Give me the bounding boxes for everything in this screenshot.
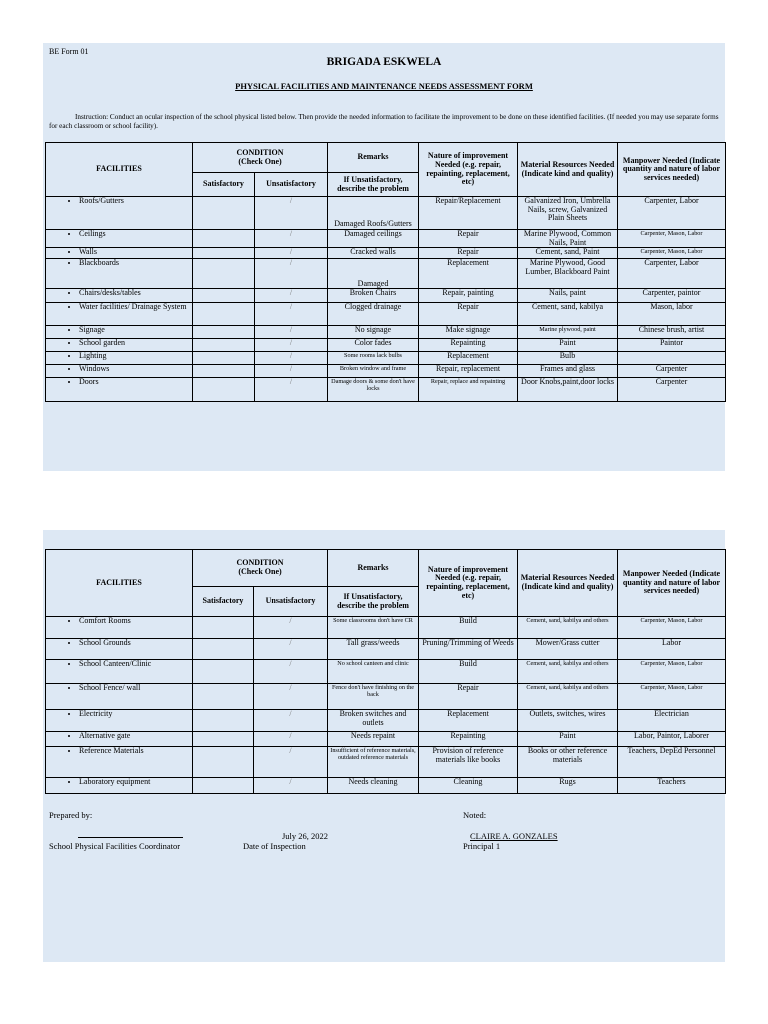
remarks-cell: Broken window and frame xyxy=(328,365,419,378)
facility-cell xyxy=(46,339,193,352)
facility-name: • School Fence/ wall xyxy=(79,684,190,693)
facility-cell xyxy=(46,660,193,684)
satisfactory-cell xyxy=(193,230,255,248)
manpower-cell: Teachers, DepEd Personnel xyxy=(618,747,726,778)
nature-cell: Repair xyxy=(419,230,518,248)
nature-cell: Repainting xyxy=(419,339,518,352)
unsatisfactory-cell: / xyxy=(255,365,328,378)
remarks-cell: Needs repaint xyxy=(328,732,419,747)
nature-cell: Repair xyxy=(419,248,518,259)
header-remarks-sub: If Unsatisfactory, describe the problem xyxy=(328,173,419,197)
manpower-cell: Carpenter, Mason, Labor xyxy=(618,617,726,639)
facility-name: • Doors xyxy=(79,378,190,387)
table-1-body xyxy=(46,197,726,402)
header-satisfactory: Satisfactory xyxy=(193,173,255,197)
manpower-cell: Teachers xyxy=(618,778,726,794)
noted-label: Noted: xyxy=(463,810,487,820)
facility-name: • Electricity xyxy=(79,710,190,719)
remarks-cell: Clogged drainage xyxy=(328,303,419,326)
facility-name: • School Grounds xyxy=(79,639,190,648)
material-cell: Cement, sand, kabilya and others xyxy=(518,617,618,639)
satisfactory-cell xyxy=(193,732,254,747)
manpower-cell: Carpenter, Mason, Labor xyxy=(618,684,726,710)
facility-cell xyxy=(46,617,193,639)
header-remarks: Remarks xyxy=(328,143,419,173)
nature-cell: Pruning/Trimming of Weeds xyxy=(419,639,518,660)
table-row xyxy=(46,352,726,365)
facility-cell xyxy=(46,230,193,248)
satisfactory-cell xyxy=(193,378,255,402)
material-cell: Cement, sand, Paint xyxy=(518,248,618,259)
manpower-cell: Mason, labor xyxy=(618,303,726,326)
nature-cell: Replacement xyxy=(419,710,518,732)
header-facilities: FACILITIES xyxy=(46,550,193,617)
material-cell: Cement, sand, kabilya xyxy=(518,303,618,326)
table-row xyxy=(46,289,726,303)
satisfactory-cell xyxy=(193,326,255,339)
nature-cell: Repair, replacement xyxy=(419,365,518,378)
manpower-cell: Chinese brush, artist xyxy=(618,326,726,339)
table-row xyxy=(46,660,726,684)
table-row xyxy=(46,339,726,352)
unsatisfactory-cell: / xyxy=(254,639,328,660)
unsatisfactory-cell: / xyxy=(255,248,328,259)
satisfactory-cell xyxy=(193,617,254,639)
remarks-cell: No signage xyxy=(328,326,419,339)
remarks-cell: No school canteen and clinic xyxy=(328,660,419,684)
unsatisfactory-cell: / xyxy=(254,732,328,747)
satisfactory-cell xyxy=(193,248,255,259)
facility-name: • Reference Materials xyxy=(79,747,190,756)
header-unsatisfactory: Unsatisfactory xyxy=(254,587,328,617)
facility-name: • Blackboards xyxy=(79,259,190,268)
table-row xyxy=(46,248,726,259)
unsatisfactory-cell: / xyxy=(254,778,328,794)
unsatisfactory-cell: / xyxy=(254,684,328,710)
manpower-cell: Electrician xyxy=(618,710,726,732)
unsatisfactory-cell: / xyxy=(255,339,328,352)
header-manpower: Manpower Needed (Indicate quantity and nature of labor services needed) xyxy=(618,550,726,617)
prepared-by-label: Prepared by: xyxy=(49,810,93,820)
facilities-table-2 xyxy=(45,549,726,794)
remarks-cell: Cracked walls xyxy=(328,248,419,259)
manpower-cell: Carpenter, Labor xyxy=(618,259,726,289)
facility-cell xyxy=(46,639,193,660)
material-cell: Galvanized Iron, Umbrella Nails, screw, Galvanized Plain Sheets xyxy=(518,197,618,230)
header-material: Material Resources Needed (Indicate kind and quality) xyxy=(518,143,618,197)
table-row xyxy=(46,259,726,289)
nature-cell: Repair xyxy=(419,303,518,326)
table-2-body xyxy=(46,617,726,794)
material-cell: Frames and glass xyxy=(518,365,618,378)
form-page-1 xyxy=(43,43,725,471)
facility-cell xyxy=(46,289,193,303)
satisfactory-cell xyxy=(193,259,255,289)
facility-name: • Walls xyxy=(79,248,190,257)
unsatisfactory-cell: / xyxy=(255,303,328,326)
remarks-cell: Broken switches and outlets xyxy=(328,710,419,732)
manpower-cell: Carpenter, Mason, Labor xyxy=(618,230,726,248)
principal-name: CLAIRE A. GONZALES xyxy=(470,831,558,841)
satisfactory-cell xyxy=(193,778,254,794)
manpower-cell: Labor xyxy=(618,639,726,660)
remarks-cell: Needs cleaning xyxy=(328,778,419,794)
unsatisfactory-cell: / xyxy=(255,197,328,230)
satisfactory-cell xyxy=(193,747,254,778)
facilities-table-1 xyxy=(45,142,726,402)
satisfactory-cell xyxy=(193,684,254,710)
remarks-cell: Insufficient of reference materials, outdated reference materials xyxy=(328,747,419,778)
manpower-cell: Carpenter xyxy=(618,378,726,402)
header-remarks-sub: If Unsatisfactory, describe the problem xyxy=(328,587,419,617)
material-cell: Paint xyxy=(518,732,618,747)
table-row xyxy=(46,732,726,747)
satisfactory-cell xyxy=(193,197,255,230)
satisfactory-cell xyxy=(193,303,255,326)
material-cell: Door Knobs,paint,door locks xyxy=(518,378,618,402)
manpower-cell: Carpenter, Mason, Labor xyxy=(618,248,726,259)
unsatisfactory-cell: / xyxy=(254,660,328,684)
material-cell: Rugs xyxy=(518,778,618,794)
facility-cell xyxy=(46,326,193,339)
facility-name: • Windows xyxy=(79,365,190,374)
table-row xyxy=(46,778,726,794)
facility-cell xyxy=(46,778,193,794)
facility-cell xyxy=(46,684,193,710)
table-row xyxy=(46,365,726,378)
nature-cell: Replacement xyxy=(419,352,518,365)
form-title: BRIGADA ESKWELA xyxy=(326,56,442,68)
nature-cell: Replacement xyxy=(419,259,518,289)
facility-cell xyxy=(46,710,193,732)
satisfactory-cell xyxy=(193,639,254,660)
header-unsatisfactory: Unsatisfactory xyxy=(255,173,328,197)
table-row xyxy=(46,710,726,732)
table-row xyxy=(46,303,726,326)
remarks-cell: Broken Chairs xyxy=(328,289,419,303)
facility-name: • Lighting xyxy=(79,352,190,361)
manpower-cell: Carpenter, Mason, Labor xyxy=(618,660,726,684)
unsatisfactory-cell: / xyxy=(254,710,328,732)
manpower-cell xyxy=(618,352,726,365)
facility-name: • Ceilings xyxy=(79,230,190,239)
unsatisfactory-cell: / xyxy=(255,289,328,303)
nature-cell: Build xyxy=(419,660,518,684)
material-cell: Cement, sand, kabilya and others xyxy=(518,684,618,710)
satisfactory-cell xyxy=(193,352,255,365)
facility-name: • Laboratory equipment xyxy=(79,778,190,787)
nature-cell: Repair/Replacement xyxy=(419,197,518,230)
facility-name: • Water facilities/ Drainage System xyxy=(79,303,190,312)
remarks-cell: Some classrooms don't have CR xyxy=(328,617,419,639)
header-material: Material Resources Needed (Indicate kind and quality) xyxy=(518,550,618,617)
facility-cell xyxy=(46,352,193,365)
remarks-cell: Fence don't have finishing on the back xyxy=(328,684,419,710)
satisfactory-cell xyxy=(193,710,254,732)
header-nature: Nature of improvement Needed (e.g. repair, repainting, replacement, etc) xyxy=(419,143,518,197)
material-cell: Cement, sand, kabilya and others xyxy=(518,660,618,684)
facility-cell xyxy=(46,303,193,326)
table-row xyxy=(46,197,726,230)
remarks-cell: Damaged xyxy=(328,259,419,289)
remarks-cell: Tall grass/weeds xyxy=(328,639,419,660)
unsatisfactory-cell: / xyxy=(255,259,328,289)
table-row xyxy=(46,684,726,710)
facility-name: • Comfort Rooms xyxy=(79,617,190,626)
instruction-text: Instruction: Conduct an ocular inspection of the school physical listed below. Then provide the needed information to facilitate the improvement to be done on these identified facilities. (If needed you may use separate forms for each classroom or school facility). xyxy=(49,113,719,130)
facility-name: • School Canteen/Clinic xyxy=(79,660,190,669)
facility-cell xyxy=(46,197,193,230)
nature-cell: Repainting xyxy=(419,732,518,747)
coordinator-title: School Physical Facilities Coordinator xyxy=(49,841,181,851)
header-manpower: Manpower Needed (Indicate quantity and nature of labor services needed) xyxy=(618,143,726,197)
nature-cell: Repair, replace and repainting xyxy=(419,378,518,402)
remarks-cell: Some rooms lack bulbs xyxy=(328,352,419,365)
unsatisfactory-cell: / xyxy=(254,617,328,639)
table-row xyxy=(46,326,726,339)
header-condition: CONDITION (Check One) xyxy=(193,143,328,173)
manpower-cell: Carpenter xyxy=(618,365,726,378)
header-condition: CONDITION (Check One) xyxy=(193,550,328,587)
material-cell: Bulb xyxy=(518,352,618,365)
manpower-cell: Carpenter, paintor xyxy=(618,289,726,303)
manpower-cell: Labor, Paintor, Laborer xyxy=(618,732,726,747)
facility-name: • Alternative gate xyxy=(79,732,190,741)
remarks-cell: Damaged ceilings xyxy=(328,230,419,248)
nature-cell: Make signage xyxy=(419,326,518,339)
nature-cell: Build xyxy=(419,617,518,639)
table-row xyxy=(46,617,726,639)
remarks-cell: Damage doors & some don't have locks xyxy=(328,378,419,402)
form-number: BE Form 01 xyxy=(49,47,89,56)
facility-name: • Chairs/desks/tables xyxy=(79,289,190,298)
principal-title: Principal 1 xyxy=(463,841,501,851)
nature-cell: Repair, painting xyxy=(419,289,518,303)
nature-cell: Cleaning xyxy=(419,778,518,794)
unsatisfactory-cell: / xyxy=(254,747,328,778)
header-remarks: Remarks xyxy=(328,550,419,587)
unsatisfactory-cell: / xyxy=(255,378,328,402)
material-cell: Paint xyxy=(518,339,618,352)
material-cell: Marine Plywood, Good Lumber, Blackboard Paint xyxy=(518,259,618,289)
satisfactory-cell xyxy=(193,660,254,684)
material-cell: Outlets, switches, wires xyxy=(518,710,618,732)
remarks-cell: Damaged Roofs/Gutters xyxy=(328,197,419,230)
header-nature: Nature of improvement Needed (e.g. repair, repainting, replacement, etc) xyxy=(419,550,518,617)
table-row xyxy=(46,378,726,402)
material-cell: Marine plywood, paint xyxy=(518,326,618,339)
form-page-2 xyxy=(43,530,725,962)
form-subtitle: PHYSICAL FACILITIES AND MAINTENANCE NEEDS ASSESSMENT FORM xyxy=(235,81,533,91)
facility-cell xyxy=(46,747,193,778)
satisfactory-cell xyxy=(193,289,255,303)
signature-line xyxy=(78,829,183,840)
material-cell: Marine Plywood, Common Nails, Paint xyxy=(518,230,618,248)
remarks-cell: Color fades xyxy=(328,339,419,352)
unsatisfactory-cell: / xyxy=(255,352,328,365)
nature-cell: Repair xyxy=(419,684,518,710)
manpower-cell: Paintor xyxy=(618,339,726,352)
facility-cell xyxy=(46,365,193,378)
header-satisfactory: Satisfactory xyxy=(193,587,254,617)
facility-cell xyxy=(46,732,193,747)
nature-cell: Provision of reference materials like books xyxy=(419,747,518,778)
facility-name: • School garden xyxy=(79,339,190,348)
satisfactory-cell xyxy=(193,365,255,378)
facility-cell xyxy=(46,248,193,259)
facility-cell xyxy=(46,259,193,289)
inspection-date: July 26, 2022 xyxy=(282,831,329,841)
table-row xyxy=(46,747,726,778)
date-label: Date of Inspection xyxy=(243,841,306,851)
unsatisfactory-cell: / xyxy=(255,326,328,339)
facility-cell xyxy=(46,378,193,402)
material-cell: Mower/Grass cutter xyxy=(518,639,618,660)
unsatisfactory-cell: / xyxy=(255,230,328,248)
satisfactory-cell xyxy=(193,339,255,352)
header-facilities: FACILITIES xyxy=(46,143,193,197)
material-cell: Nails, paint xyxy=(518,289,618,303)
table-row xyxy=(46,639,726,660)
manpower-cell: Carpenter, Labor xyxy=(618,197,726,230)
facility-name: • Roofs/Gutters xyxy=(79,197,190,206)
material-cell: Books or other reference materials xyxy=(518,747,618,778)
table-row xyxy=(46,230,726,248)
facility-name: • Signage xyxy=(79,326,190,335)
